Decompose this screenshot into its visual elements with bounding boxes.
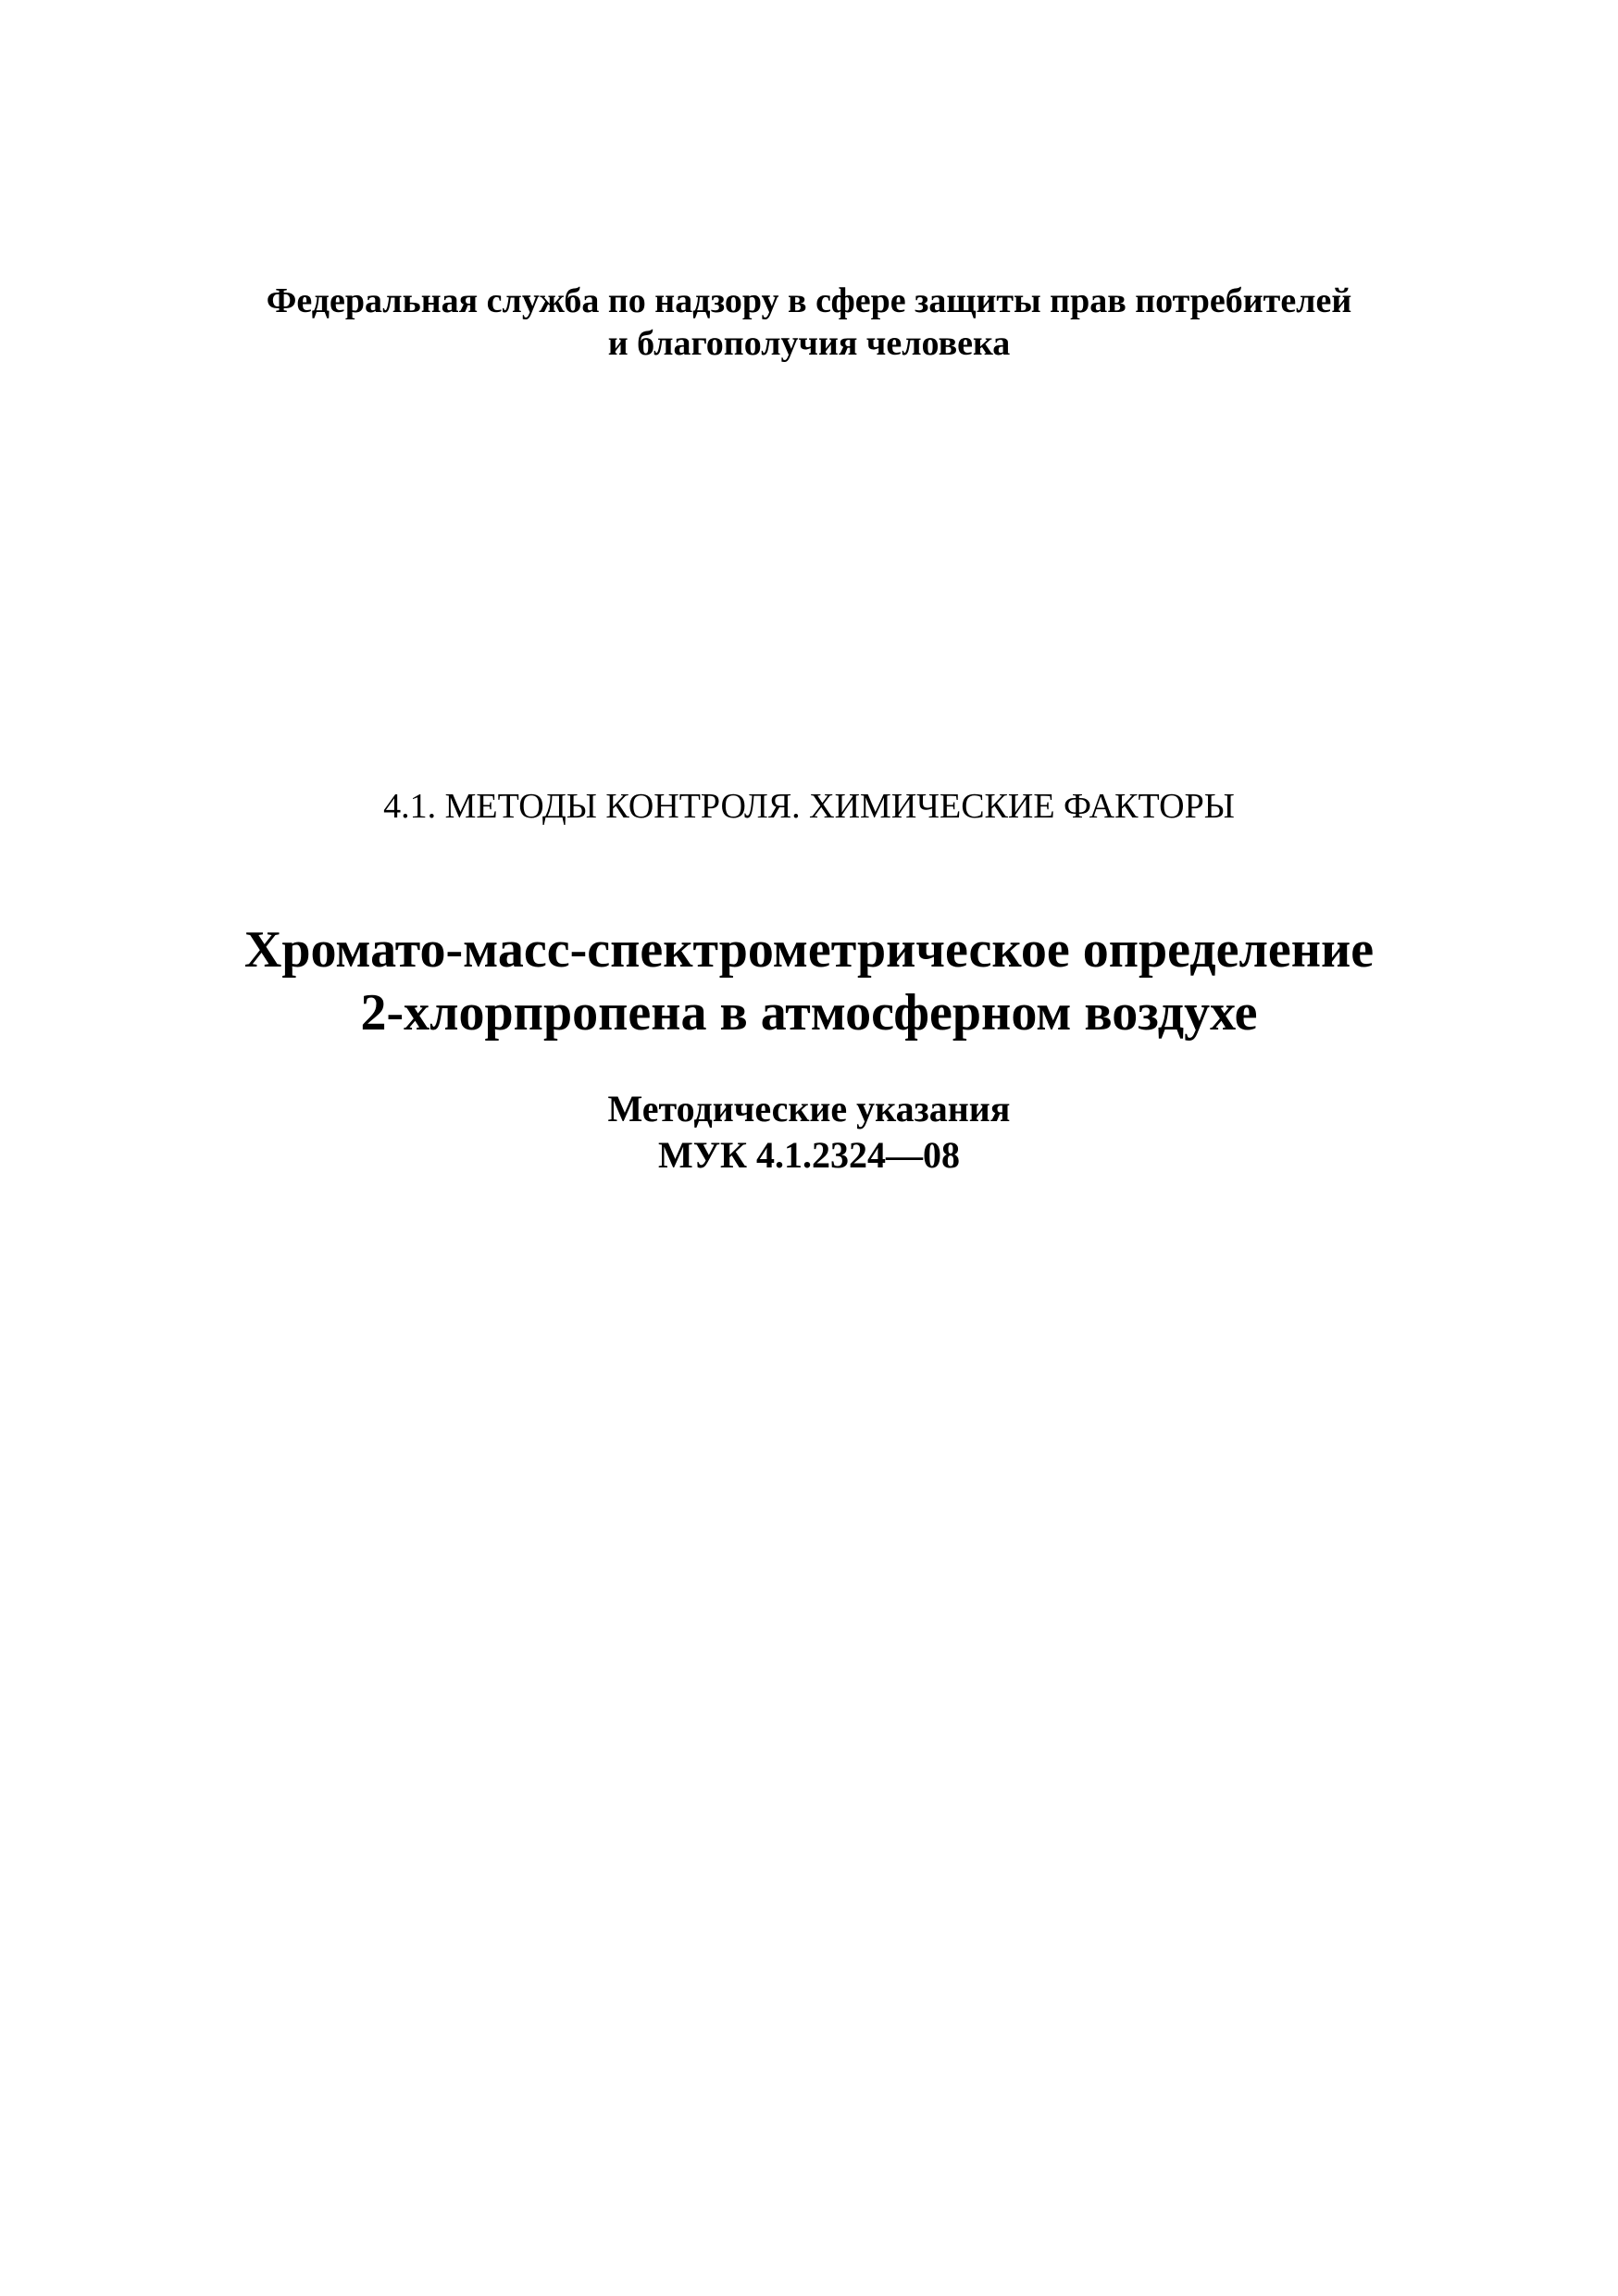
document-title-line-1: Хромато-масс-спектрометрическое определение <box>243 921 1375 979</box>
series-heading: 4.1. МЕТОДЫ КОНТРОЛЯ. ХИМИЧЕСКИЕ ФАКТОРЫ <box>383 787 1235 826</box>
agency-name-line-1: Федеральная служба по надзору в сфере защиты прав потребителей <box>266 281 1352 320</box>
document-type-label: Методические указания <box>607 1088 1011 1129</box>
document-title-line-2: 2-хлорпропена в атмосферном воздухе <box>360 984 1258 1042</box>
agency-name-line-2: и благополучия человека <box>607 324 1011 363</box>
document-code: МУК 4.1.2324—08 <box>657 1134 961 1176</box>
